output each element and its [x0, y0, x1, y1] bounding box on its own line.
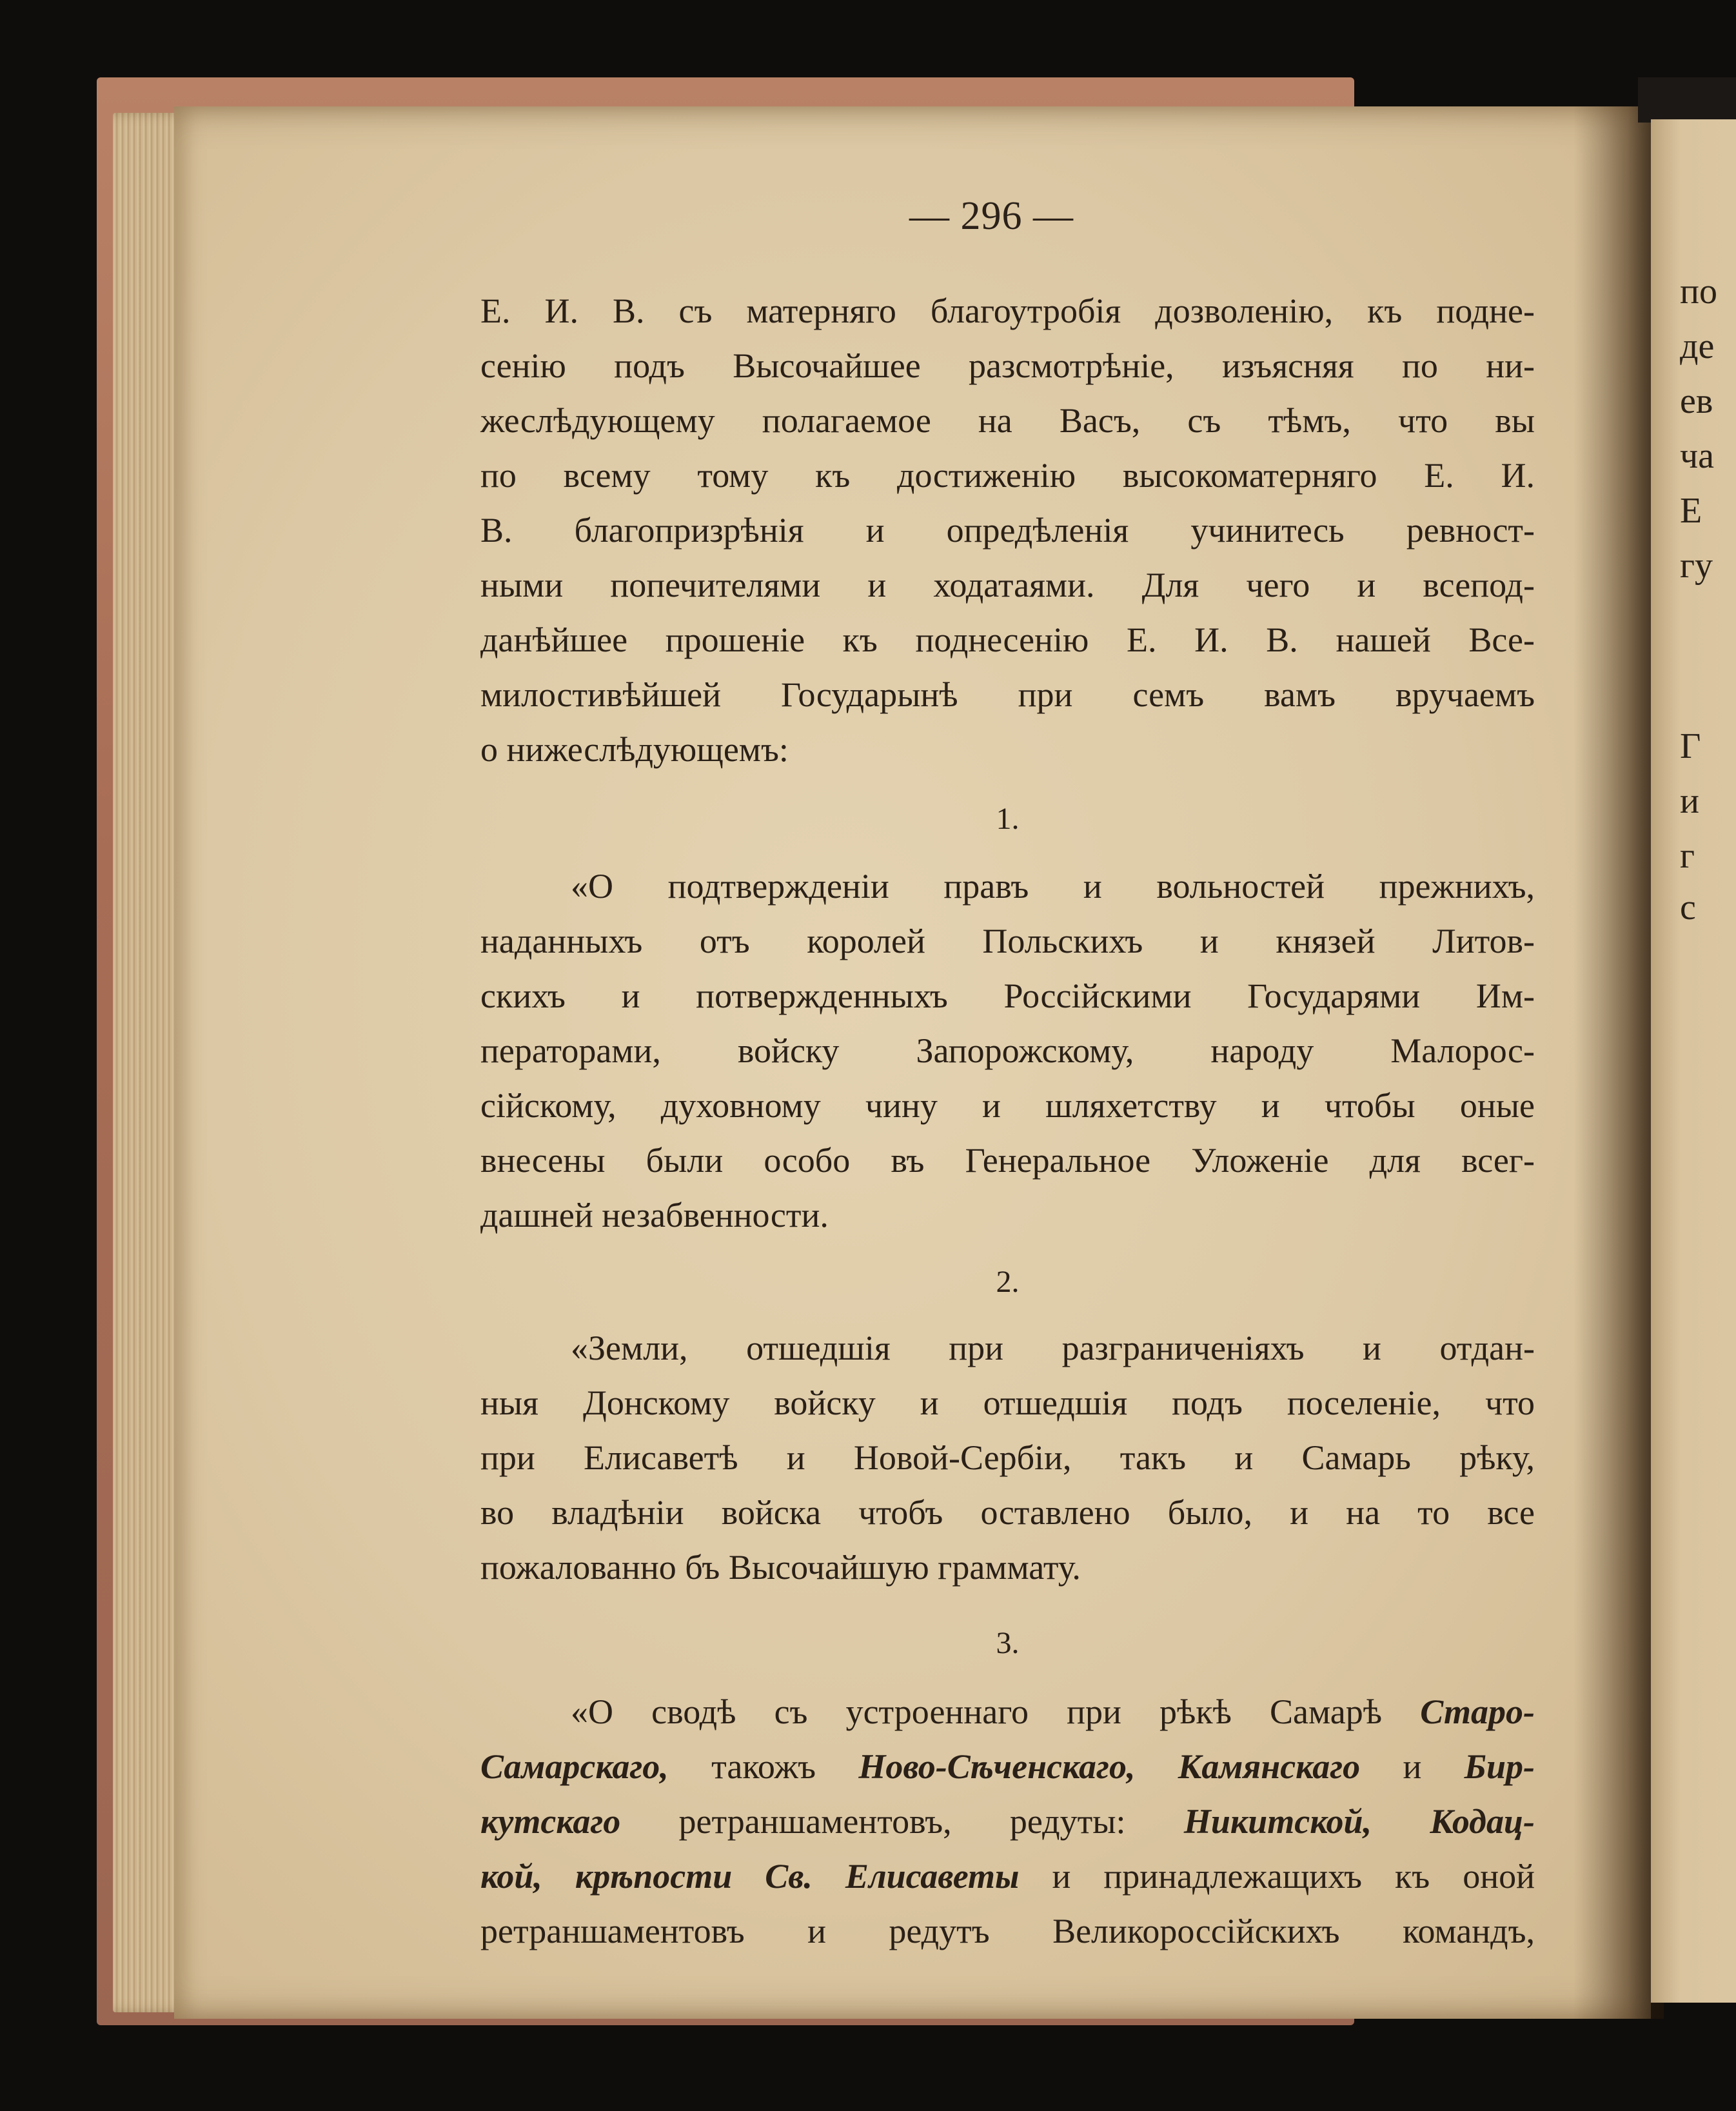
- section-1-paragraph: [480, 859, 1535, 1243]
- facing-fragment: с: [1680, 887, 1696, 927]
- facing-fragment: гу: [1680, 546, 1713, 586]
- text-line: во владѣніи войска чтобъ оставлено было, и на то все: [480, 1493, 1535, 1532]
- section-3-paragraph: [480, 1685, 1535, 1959]
- section-2-paragraph: [480, 1321, 1535, 1595]
- text-line: скихъ и потвержденныхъ Россійскими Государями Им-: [480, 976, 1535, 1015]
- page-text: [480, 284, 1535, 1959]
- text-line: [480, 1794, 1535, 1849]
- text-line: ныя Донскому войску и отшедшія подъ поселеніе, что: [480, 1383, 1535, 1422]
- page-number: — 296 —: [909, 194, 1074, 238]
- text-line: «О подтвержденіи правъ и вольностей прежнихъ,: [571, 867, 1535, 906]
- text-span: и: [1360, 1747, 1465, 1786]
- italic-name: Ново-Сѣченскаго, Камянскаго: [858, 1747, 1361, 1786]
- text-line: пожалованно бъ Высочайшую граммату.: [480, 1548, 1081, 1587]
- facing-fragment: ча: [1680, 436, 1715, 476]
- text-line: [480, 1849, 1535, 1904]
- section-number: 1.: [996, 802, 1020, 836]
- italic-name: Бир-: [1464, 1747, 1535, 1786]
- facing-page-top-edge: [1638, 77, 1736, 123]
- text-line: милостивѣйшей Государынѣ при семъ вамъ вручаемъ: [480, 675, 1535, 714]
- text-line: «Земли, отшедшія при разграниченіяхъ и отдан-: [571, 1329, 1535, 1367]
- text-line: [480, 1685, 1535, 1739]
- text-line: о нижеслѣдующемъ:: [480, 730, 789, 769]
- facing-fragment: Е: [1680, 491, 1702, 531]
- facing-fragment: по: [1680, 272, 1717, 312]
- text-span: такожъ: [668, 1747, 859, 1786]
- text-span: и принадлежащихъ къ оной: [1019, 1857, 1535, 1896]
- facing-fragment: ев: [1680, 381, 1713, 421]
- text-line: Е. И. В. съ матерняго благоутробія дозволенію, къ подне-: [480, 292, 1535, 330]
- section-number: 2.: [996, 1265, 1020, 1299]
- text-line: сійскому, духовному чину и шляхетству и чтобы оные: [480, 1086, 1535, 1125]
- text-line: ператорами, войску Запорожскому, народу Малорос-: [480, 1031, 1535, 1070]
- text-line: ными попечителями и ходатаями. Для чего и всепод-: [480, 566, 1535, 604]
- text-line: В. благопризрѣнія и опредѣленія учинитесь ревност-: [480, 511, 1535, 550]
- facing-fragment: г: [1680, 836, 1695, 876]
- text-span: ретраншаментовъ, редуты:: [620, 1802, 1184, 1841]
- italic-name: Никитской, Кодац-: [1183, 1802, 1535, 1841]
- text-line: [480, 1739, 1535, 1794]
- facing-fragment: Г: [1680, 726, 1701, 766]
- italic-name: Старо-: [1420, 1692, 1535, 1731]
- text-line: дашней незабвенности.: [480, 1196, 829, 1234]
- opening-paragraph: [480, 284, 1535, 777]
- text-line: при Елисаветѣ и Новой-Сербіи, такъ и Самарь рѣку,: [480, 1438, 1535, 1477]
- text-line: жеслѣдующему полагаемое на Васъ, съ тѣмъ, что вы: [480, 401, 1535, 440]
- text-line: внесены были особо въ Генеральное Уложеніе для всег-: [480, 1141, 1535, 1180]
- text-span: «О сводѣ съ устроеннаго при рѣкѣ Самарѣ: [571, 1692, 1421, 1731]
- text-line: наданныхъ отъ королей Польскихъ и князей Литов-: [480, 922, 1535, 960]
- text-line: данѣйшее прошеніе къ поднесенію Е. И. В. нашей Все-: [480, 620, 1535, 659]
- text-line: ретраншаментовъ и редутъ Великороссійскихъ командъ,: [480, 1912, 1535, 1950]
- italic-name: Самарскаго,: [480, 1747, 669, 1786]
- section-number: 3.: [996, 1626, 1020, 1660]
- facing-fragment: де: [1680, 326, 1715, 366]
- facing-fragment: и: [1680, 781, 1699, 821]
- text-line: сенію подъ Высочайшее разсмотрѣніе, изъясняя по ни-: [480, 346, 1535, 385]
- book-gutter: [1573, 106, 1664, 2019]
- italic-name: кутскаго: [480, 1802, 621, 1841]
- text-line: по всему тому къ достиженію высокоматерняго Е. И.: [480, 456, 1535, 495]
- italic-name: кой, крѣпости Св. Елисаветы: [480, 1857, 1020, 1896]
